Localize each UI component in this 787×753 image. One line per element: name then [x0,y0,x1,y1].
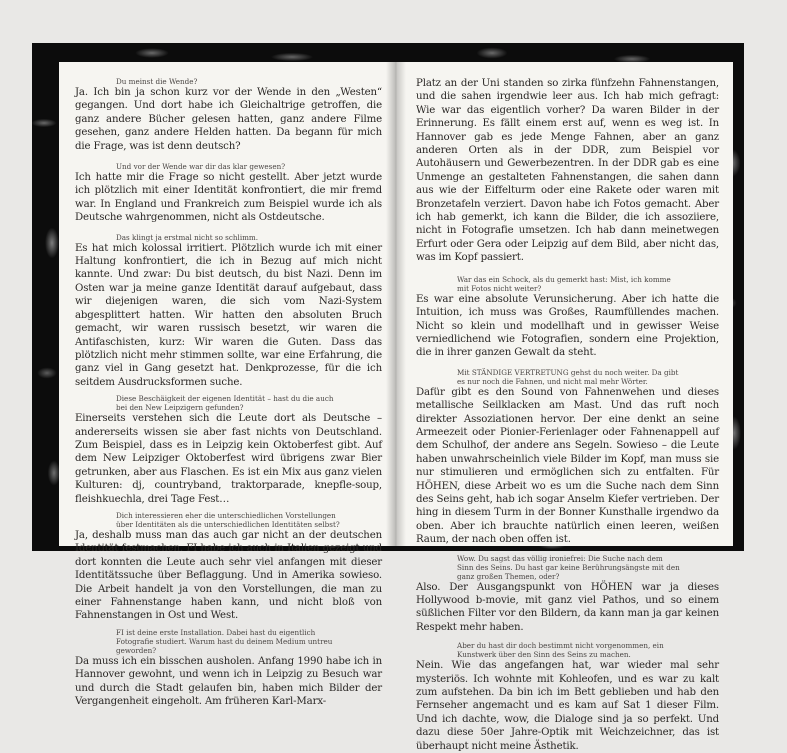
interview-answer: Einerseits verstehen sich die Leute dort als Deutsche – andererseits wissen sie aber fast nichts von Deutschland. Zum Beispiel, dass es in Leipzig kein Oktoberfest gibt. Auf dem New Leipziger Oktoberfest wird übrigens zwar Bier getrunken, aber aus Flaschen. Es ist ein Mix aus ganz vielen Kulturen: dj, countryband, traktorparade, knepfle-soup, fleishkuechla, drei Tage Fest… [75,413,382,505]
interview-question: Diese Beschäigkeit der eigenen Identität – hast du die auch bei den New Leipzigern gefunden? [116,394,334,413]
interview-answer: Dafür gibt es den Sound von Fahnenwehen und dieses metallische Seilklacken am Mast. Und das ruft noch direkter Assoziationen hervor. Der eine denkt an seine Armeezeit oder Pionier-Ferienlager oder Fahnenappell auf dem Schulhof, der andere ans Segeln. Sowieso – die Leute haben unwahrscheinlich viele Bilder im Kopf, man muss sie nur stimulieren und ermöglichen sich zu entfalten. Für HÖHEN, diese Arbeit wo es um die Suche nach dem Sinn des Seins geht, hab ich sogar Anselm Kiefer vertrieben. Der hing in diesem Turm in der Bonner Kunsthalle irgendwo da oben. Aber ich brauchte natürlich einen leeren, weißen Raum, der nach oben offen ist. [416,386,719,546]
right-page [395,62,733,752]
interview-question: Und vor der Wende war dir das klar gewesen? [116,162,286,172]
interview-answer: Ich hatte mir die Frage so nicht gestellt. Aber jetzt wurde ich plötzlich mit einer Identität konfrontiert, die mir fremd war. In England und Frankreich zum Beispiel wurde ich als Deutsche wahrgenommen, nicht als Ostdeutsche. [75,172,382,224]
interview-answer: Da muss ich ein bisschen ausholen. Anfang 1990 habe ich in Hannover gewohnt, und wenn ich in Leipzig zu Besuch war und durch die Stadt gelaufen bin, haben mich Bilder der Vergangenheit eingeholt. Am früheren Karl-Marx- [75,655,382,708]
interview-question: Wow. Du sagst das völlig ironiefrei: Die Suche nach dem Sinn des Seins. Du hast gar keine Berührungsängste mit den ganz großen Themen, oder? [457,553,680,581]
left-page [59,62,397,708]
interview-answer: Platz an der Uni standen so zirka fünfzehn Fahnenstangen, und die sahen irgendwie leer aus. Ich hab mich gefragt: Wie war das eigentlich vorher? Da waren Bilder in der Erinnerung. Es fällt einem erst auf, wenn es weg ist. In Hannover gab es jede Menge Fahnen, aber an ganz anderen Orten als in der DDR, zum Beispiel vor Autohäusern und Gewerbezentren. In der DDR gab es eine Unmenge an gestalteten Fahnenstangen, die sahen dann aus wie der Eiffelturm oder eine Rakete oder waren mit Bronzetafeln verziert. Davon habe ich Fotos gemacht. Aber ich hab gemerkt, ich kann die Bilder, die ich assoziiere, nicht in Fotografie umsetzen. Ich hab dann meinetwegen Erfurt oder Gera oder Leipzig auf dem Bild, aber nicht das, was im Kopf passiert. [416,78,719,264]
interview-question: Aber du hast dir doch bestimmt nicht vorgenommen, ein Kunstwerk über den Sinn des Seins zu machen. [457,641,664,660]
interview-question: Dich interessieren eher die unterschiedlichen Vorstellungen über Identitäten als die unterschiedlichen Identitäten selbst? [116,510,340,529]
interview-question: Das klingt ja erstmal nicht so schlimm. [116,232,259,242]
interview-answer: Es hat mich kolossal irritiert. Plötzlich wurde ich mit einer Haltung konfrontiert, die ich in Bezug auf mich nicht kannte. Und zwar: Du bist deutsch, du bist Nazi. Denn im Osten war ja meine ganze Identität darauf aufgebaut, dass wir diejenigen waren, die sich vom Nazi-System abgesplittert hatten. Wir hatten den absoluten Bruch gemacht, wir waren russisch besetzt, wir waren die Antifaschisten, kurz: Wir waren die Guten. Dass das plötzlich nicht mehr stimmen sollte, war eine Erfahrung, die ganz viel in Gang gesetzt hat. Denkprozesse, für die ich seitdem Ausdrucksformen suche. [75,242,382,388]
interview-answer: Nein. Wie das angefangen hat, war wieder mal sehr mysteriös. Ich wohnte mit Kohleofen, und es war zu kalt zum aufstehen. Da bin ich im Bett geblieben und hab den Fernseher angemacht und es kam auf Sat 1 dieser Film. Und ich dachte, wow, die Dialoge sind ja so perfekt. Und dazu diese 50er Jahre-Optik mit Weichzeichner, das ist überhaupt nicht meine Ästhetik. [416,660,719,752]
interview-answer: Ja, deshalb muss man das auch gar nicht an der deutschen Identität festmachen. FI habe ich auch in Italien gezeigt und dort konnten die Leute auch sehr viel anfangen mit dieser Identitätssuche über Beflaggung. Und in Amerika sowieso. Die Arbeit handelt ja von den Vorstellungen, die man zu einer Fahnenstange haben kann, und nicht bloß von Fahnenstangen in Ost und West. [75,529,382,622]
interview-answer: Es war eine absolute Verunsicherung. Aber ich hatte die Intuition, ich muss was Großes, Raumfüllendes machen. Nicht so klein und modellhaft und in gewisser Weise verniedlichend wie Fotografien, sondern eine Projektion, die in ihrer ganzen Gewalt da steht. [416,293,719,359]
interview-question: War das ein Schock, als du gemerkt hast: Mist, ich komme mit Fotos nicht weiter? [457,274,671,293]
interview-answer: Also. Der Ausgangspunkt von HÖHEN war ja dieses Hollywood b-movie, mit ganz viel Pathos, und so einem süßlichen Filter vor den Bildern, da kann man ja gar keinen Respekt mehr haben. [416,581,719,633]
interview-question: Mit STÄNDIGE VERTRETUNG gehst du noch weiter. Da gibt es nur noch die Fahnen, und nicht mal mehr Wörter. [457,367,679,386]
interview-answer: Ja. Ich bin ja schon kurz vor der Wende in den „Westen“ gegangen. Und dort habe ich Gleichaltrige getroffen, die ganz andere Bücher gelesen hatten, ganz andere Filme gesehen, ganz andere Helden hatten. Da begann für mich die Frage, was ist denn deutsch? [75,87,382,152]
interview-question: FI ist deine erste Installation. Dabei hast du eigentlich Fotografie studiert. Warum hast du deinem Medium untreu geworden? [116,627,333,655]
interview-question: Du meinst die Wende? [116,77,198,86]
